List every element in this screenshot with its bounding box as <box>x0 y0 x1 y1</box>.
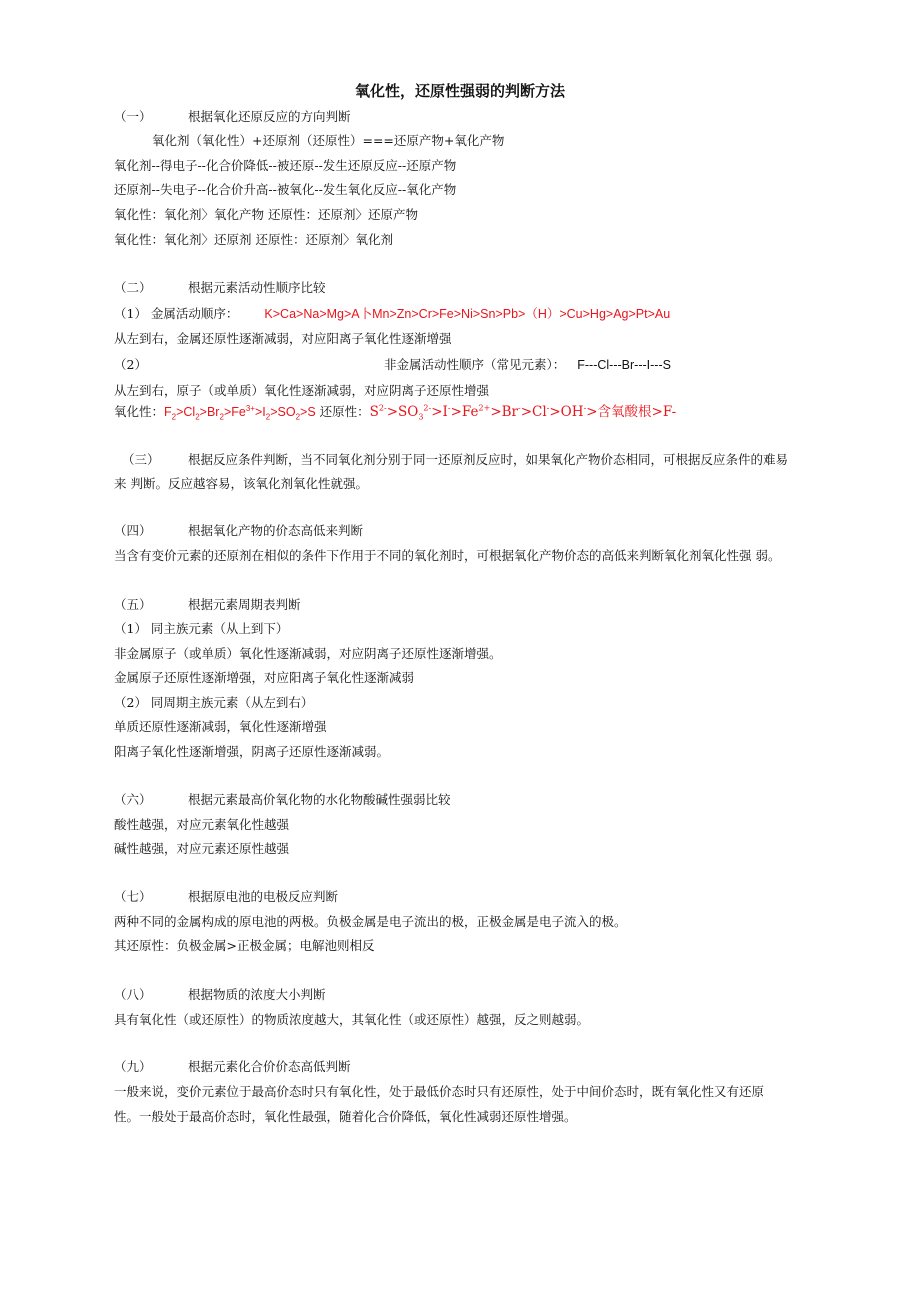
oxidant-chain: 氧化剂--得电子--化合价降低--被还原--发生还原反应--还原产物 <box>114 158 457 173</box>
section-3-heading: （三） 根据反应条件判断，当不同氧化剂分别于同一还原剂反应时，如果氧化产物价态相同，可根据反应条件的难易 <box>122 452 789 467</box>
nonmetal-activity-note: 从左到右，原子（或单质）氧化性逐渐减弱，对应阴离子还原性增强 <box>114 383 490 398</box>
section-6-line-1: 酸性越强，对应元素氧化性越强 <box>114 817 290 832</box>
comparison-rule-2: 氧化性：氧化剂〉还原剂 还原性：还原剂〉氧化剂 <box>114 232 393 247</box>
section-5-line-5: 单质还原性逐渐减弱，氧化性逐渐增强 <box>114 719 327 734</box>
section-5-heading: （五） 根据元素周期表判断 <box>114 597 301 612</box>
section-9-line-1: 一般来说，变价元素位于最高价态时只有氧化性，处于最低价态时只有还原性，处于中间价态时，既有氧化性又有还原 <box>114 1084 765 1099</box>
section-2-heading: （二） 根据元素活动性顺序比较 <box>114 280 326 295</box>
nonmetal-activity-row <box>384 356 671 374</box>
section-5-line-1: （1） 同主族元素（从上到下） <box>114 621 289 636</box>
comparison-rule-1: 氧化性：氧化剂〉氧化产物 还原性：还原剂〉还原产物 <box>114 207 418 222</box>
section-1-heading: （一） 根据氧化还原反应的方向判断 <box>114 109 351 124</box>
section-number: （二） <box>114 280 152 295</box>
metal-activity-series: K>Ca>Na>Mg>A卜Mn>Zn>Cr>Fe>Ni>Sn>Pb>（H）>Cu>Hg>Ag>Pt>Au <box>264 307 671 321</box>
reducing-label: 还原性： <box>315 404 370 419</box>
section-9-heading: （九） 根据元素化合价价态高低判断 <box>114 1059 351 1074</box>
page-title: 氧化性，还原性强弱的判断方法 <box>354 82 565 100</box>
section-4-text: 当含有变价元素的还原剂在相似的条件下作用于不同的氧化剂时，可根据氧化产物价态的高低来判断氧化剂氧化性强 弱。 <box>114 548 781 563</box>
section-8-line-1: 具有氧化性（或还原性）的物质浓度越大，其氧化性（或还原性）越强，反之则越弱。 <box>114 1012 590 1027</box>
metal-activity-note: 从左到右，金属还原性逐渐减弱，对应阳离子氧化性逐渐增强 <box>114 331 452 346</box>
section-5-line-6: 阳离子氧化性逐渐增强，阴离子还原性逐渐减弱。 <box>114 744 390 759</box>
section-number: （五） <box>114 597 152 612</box>
section-number: （六） <box>114 792 152 807</box>
section-7-line-1: 两种不同的金属构成的原电池的两极。负极金属是电子流出的极，正极金属是电子流入的极。 <box>114 914 627 929</box>
section-5-line-2: 非金属原子（或单质）氧化性逐渐减弱，对应阴离子还原性逐渐增强。 <box>114 646 502 661</box>
section-5-line-4: （2） 同周期主族元素（从左到右） <box>114 695 314 710</box>
section-number: （八） <box>114 987 152 1002</box>
oxidizing-label: 氧化性： <box>114 404 165 419</box>
metal-activity-row <box>114 305 670 323</box>
section-number: （四） <box>114 523 152 538</box>
nonmetal-number: （2） <box>114 357 147 372</box>
section-8-heading: （八） 根据物质的浓度大小判断 <box>114 987 326 1002</box>
reducing-series-tail: 含氧酸根>F- <box>597 404 677 420</box>
section-7-heading: （七） 根据原电池的电极反应判断 <box>114 889 339 904</box>
section-7-line-2: 其还原性：负极金属>正极金属；电解池则相反 <box>114 938 375 953</box>
reductant-chain: 还原剂--失电子--化合价升高--被氧化--发生氧化反应--氧化产物 <box>114 182 457 197</box>
section-number: （一） <box>114 109 152 124</box>
section-number: （九） <box>114 1059 152 1074</box>
nonmetal-activity-series: F---Cl---Br---I---S <box>577 358 671 372</box>
metal-activity-label: （1） 金属活动顺序： <box>114 306 239 321</box>
nonmetal-activity-label: 非金属活动性顺序（常见元素）： <box>384 357 566 372</box>
section-5-line-3: 金属原子还原性逐渐增强，对应阳离子氧化性逐渐减弱 <box>114 670 415 685</box>
oxidation-reduction-order <box>114 403 676 421</box>
reducing-series: $S^{2-}>SO_3^{2-}>I^->Fe^{2+}>Br^->Cl^->OH^->$含氧酸根>F- <box>369 403 677 422</box>
section-6-heading: （六） 根据元素最高价氧化物的水化物酸碱性强弱比较 <box>114 792 451 807</box>
section-9-line-2: 性。一般处于最高价态时，氧化性最强，随着化合价降低，氧化性减弱还原性增强。 <box>114 1109 577 1124</box>
redox-equation: 氧化剂（氧化性）+还原剂（还原性）===还原产物+氧化产物 <box>152 133 505 148</box>
section-6-line-2: 碱性越强，对应元素还原性越强 <box>114 841 290 856</box>
section-number: （七） <box>114 889 152 904</box>
section-4-heading: （四） 根据氧化产物的价态高低来判断 <box>114 523 364 538</box>
oxidizing-series: $F_2>Cl_2>Br_2>Fe^{3+}>I_2>SO_2>S$ <box>164 403 316 422</box>
section-number: （三） <box>122 452 160 467</box>
section-3-text: 来 判断。反应越容易，该氧化剂氧化性就强。 <box>114 476 368 491</box>
